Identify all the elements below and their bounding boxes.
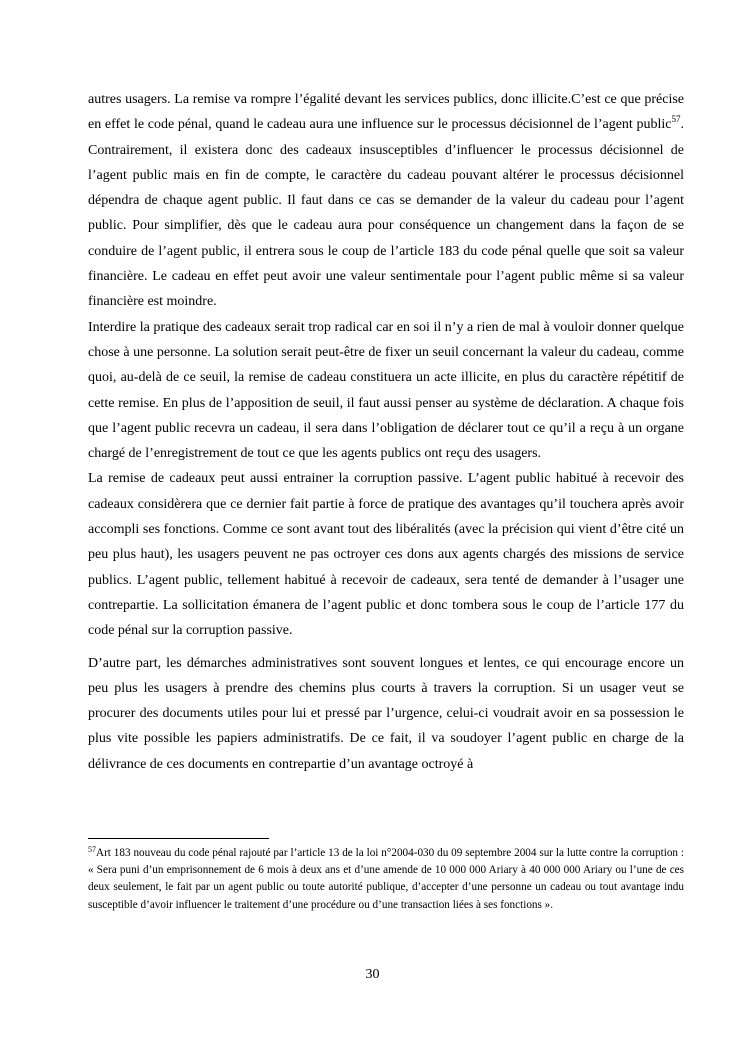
footnote	[88, 845, 684, 914]
footnote-number: 57	[88, 845, 96, 854]
page-number: 30	[365, 967, 380, 982]
footnote-text: Art 183 nouveau du code pénal rajouté par l’article 13 de la loi n°2004-030 du 09 septembre 2004 sur la lutte contre la corruption : « Sera puni d’un emprisonnement de 6 mois à deux ans et d’une amende de 10 000 000 Ariary à 40 000 000 Ariary ou l’une de ces deux seulement, le fait par un agent public ou toute autorité publique, d’accepter d’une personne un cadeau ou tout avantage indu susceptible d’avoir influencer le traitement d’une procédure ou d’une transaction liées à ses fonctions ».	[88, 847, 684, 911]
body-text	[88, 87, 684, 777]
paragraph-text-before-ref: autres usagers. La remise va rompre l’égalité devant les services publics, donc illicite.C’est ce que précise en effet le code pénal, quand le cadeau aura une influence sur le processus décisionnel de l’agent public	[88, 92, 684, 133]
footnote-separator	[88, 838, 269, 839]
paragraph-passive-corruption: La remise de cadeaux peut aussi entrainer la corruption passive. L’agent public habitué à recevoir des cadeaux considèrera que ce dernier fait partie à force de pratique des avantages qu’il touchera après avoir accompli ses fonctions. Comme ce sont avant tout des libéralités (avec la précision qui vient d’être cité un peu plus haut), les usagers peuvent ne pas octroyer ces dons aux agents chargés des missions de service publics. L’agent public, tellement habitué à recevoir de cadeaux, sera tenté de demander à l’usager une contrepartie. La sollicitation émanera de l’agent public et donc tombera sous le coup de l’article 177 du code pénal sur la corruption passive.	[88, 471, 684, 639]
paragraph-administrative-delays: D’autre part, les démarches administratives sont souvent longues et lentes, ce qui encourage encore un peu plus les usagers à prendre des chemins plus courts à travers la corruption. Si un usager veut se procurer des documents utiles pour lui et pressé par l’urgence, celui-ci voudrait avoir en sa possession le plus vite possible les papiers administratifs. De ce fait, il va soudoyer l’agent public en charge de la délivrance de ces documents en contrepartie d’un avantage octroyé à	[88, 655, 684, 772]
paragraph-gift-threshold: Interdire la pratique des cadeaux serait trop radical car en soi il n’y a rien de mal à vouloir donner quelque chose à une personne. La solution serait peut-être de fixer un seuil concernant la valeur du cadeau, comme quoi, au-delà de ce seuil, la remise de cadeau constituera un acte illicite, en plus du caractère répétitif de cette remise. En plus de l’apposition de seuil, il faut aussi penser au système de déclaration. A chaque fois que l’agent public recevra un cadeau, il sera dans l’obligation de déclarer tout ce qu’il a reçu à un organe chargé de l’enregistrement de tout ce que les agents publics ont reçu des usagers.	[88, 319, 684, 462]
footnote-reference: 57	[671, 114, 681, 125]
paragraph-text-after-ref: . Contrairement, il existera donc des cadeaux insusceptibles d’influencer le processus décisionnel de l’agent public mais en fin de compte, le caractère du cadeau pouvant altérer le processus décisionnel dépendra de chaque agent public. Il faut dans ce cas se demander de la valeur du cadeau pour l’agent public. Pour simplifier, dès que le cadeau aura pour conséquence un changement dans la façon de se conduire de l’agent public, il entrera sous le coup de l’article 183 du code pénal quelle que soit sa valeur financière. Le cadeau en effet peut avoir une valeur sentimentale pour l’agent public même si sa valeur financière est moindre.	[88, 117, 684, 310]
paragraph-gift-influence	[88, 87, 684, 315]
